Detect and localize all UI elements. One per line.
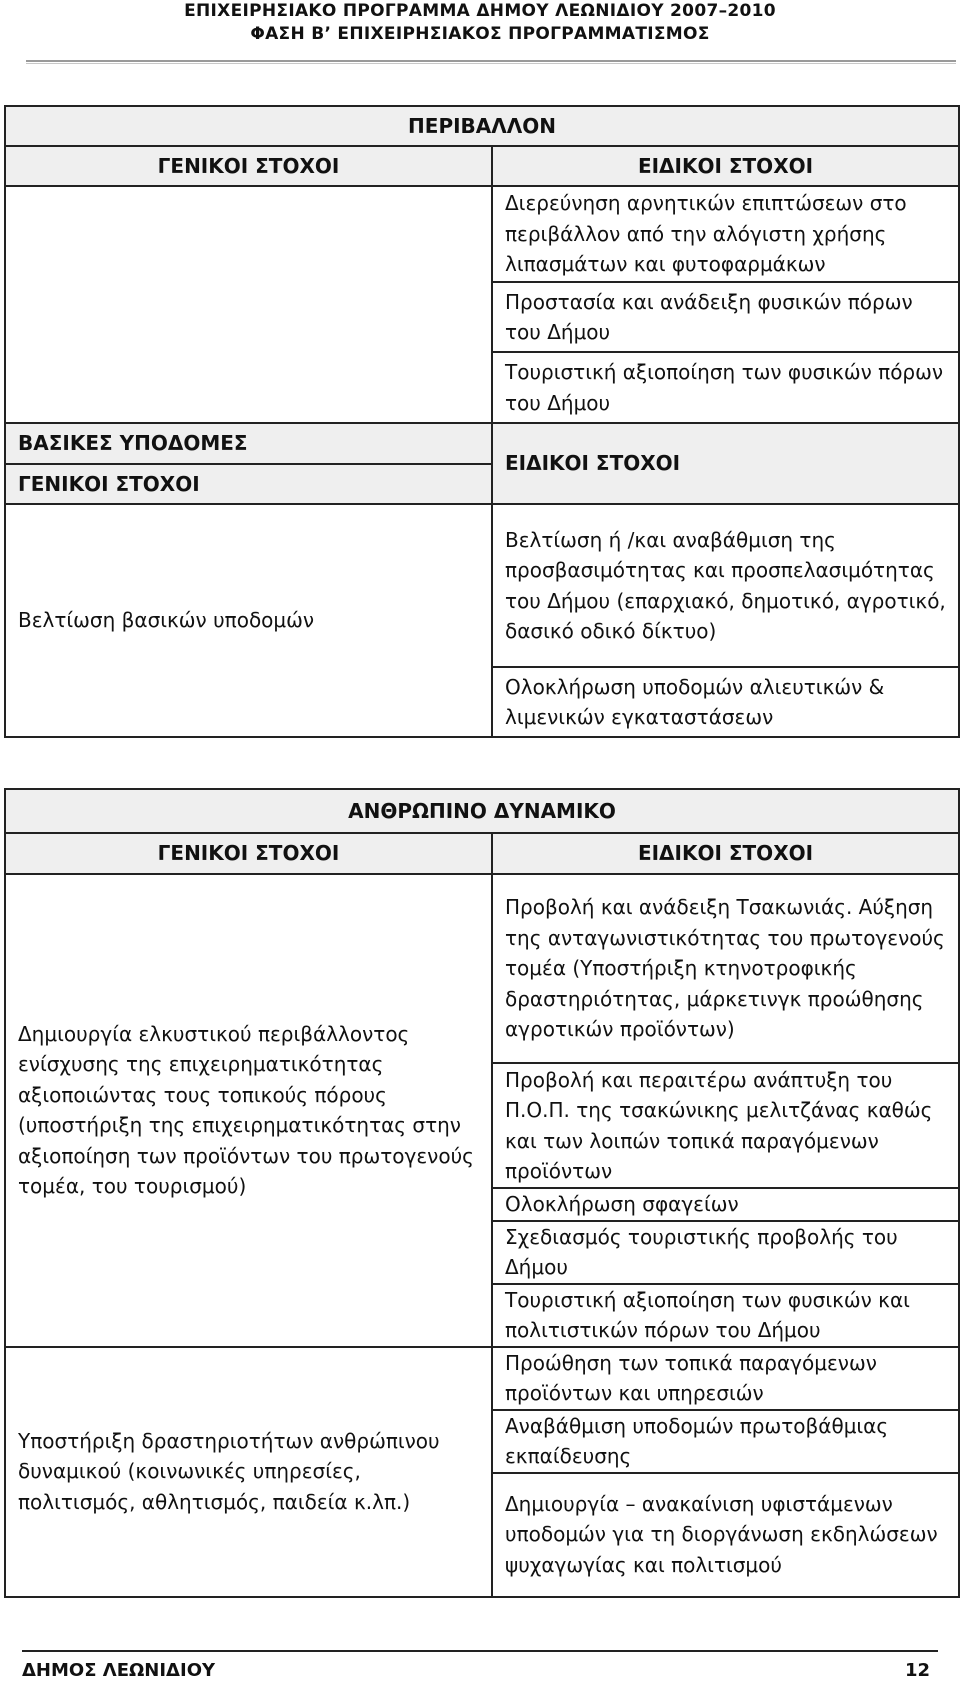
footer-municipality: ΔΗΜΟΣ ΛΕΩΝΙΔΙΟΥ — [22, 1660, 216, 1681]
specific-goals-header: ΕΙΔΙΚΟΙ ΣΤΟΧΟΙ — [492, 146, 959, 186]
table-title-human-resources: ΑΝΘΡΩΠΙΝΟ ΔΥΝΑΜΙΚΟ — [5, 789, 959, 833]
specific-goal-item: Βελτίωση ή /και αναβάθμιση της προσβασιμότητας και προσπελασιμότητας του Δήμου (επαρχιακό, δημοτικό, αγροτικό, δασικό οδικό δίκτυο) — [492, 504, 959, 667]
general-goals-header: ΓΕΝΙΚΟΙ ΣΤΟΧΟΙ — [5, 146, 492, 186]
specific-goal-item: Τουριστική αξιοποίηση των φυσικών πόρων του Δήμου — [492, 352, 959, 423]
specific-goal-item: Προστασία και ανάδειξη φυσικών πόρων του Δήμου — [492, 282, 959, 352]
specific-goal-item: Δημιουργία – ανακαίνιση υφιστάμενων υποδομών για τη διοργάνωση εκδηλώσεων ψυχαγωγίας και πολιτισμού — [492, 1473, 959, 1597]
header-rule-thin — [26, 63, 956, 64]
specific-goal-item: Τουριστική αξιοποίηση των φυσικών και πολιτιστικών πόρων του Δήμου — [492, 1284, 959, 1347]
page-number: 12 — [904, 1660, 930, 1681]
table-title-environment: ΠΕΡΙΒΑΛΛΟΝ — [5, 106, 959, 146]
human-resources-table — [4, 788, 960, 1598]
specific-goal-item: Διερεύνηση αρνητικών επιπτώσεων στο περιβάλλον από την αλόγιστη χρήσης λιπασμάτων και φυτοφαρμάκων — [492, 186, 959, 282]
specific-goals-header: ΕΙΔΙΚΟΙ ΣΤΟΧΟΙ — [492, 833, 959, 874]
general-goal-item: Υποστήριξη δραστηριοτήτων ανθρώπινου δυναμικού (κοινωνικές υπηρεσίες, πολιτισμός, αθλητισμός, παιδεία κ.λπ.) — [5, 1347, 492, 1597]
general-goals-header: ΓΕΝΙΚΟΙ ΣΤΟΧΟΙ — [5, 464, 492, 504]
specific-goal-item: Αναβάθμιση υποδομών πρωτοβάθμιας εκπαίδευσης — [492, 1410, 959, 1473]
environment-table — [4, 105, 960, 738]
specific-goals-header: ΕΙΔΙΚΟΙ ΣΤΟΧΟΙ — [492, 423, 959, 504]
page-footer — [22, 1650, 938, 1681]
general-goals-header: ΓΕΝΙΚΟΙ ΣΤΟΧΟΙ — [5, 833, 492, 874]
specific-goal-item: Σχεδιασμός τουριστικής προβολής του Δήμου — [492, 1221, 959, 1284]
general-goal-item: Βελτίωση βασικών υποδομών — [5, 504, 492, 737]
specific-goal-item: Προώθηση των τοπικά παραγόμενων προϊόντων και υπηρεσιών — [492, 1347, 959, 1410]
header-rule — [26, 60, 956, 62]
general-goal-item: Δημιουργία ελκυστικού περιβάλλοντος ενίσχυσης της επιχειρηματικότητας αξιοποιώντας τους τοπικούς πόρους (υποστήριξη της επιχειρηματικότητας στην αξιοποίηση των προϊόντων του πρωτογενούς τομέα, του τουρισμού) — [5, 874, 492, 1347]
header-line-2: ΦΑΣΗ Β’ ΕΠΙΧΕΙΡΗΣΙΑΚΟΣ ΠΡΟΓΡΑΜΜΑΤΙΣΜΟΣ — [250, 24, 710, 44]
specific-goal-item: Προβολή και ανάδειξη Τσακωνιάς. Αύξηση της ανταγωνιστικότητας του πρωτογενούς τομέα (Υποστήριξη κτηνοτροφικής δραστηριότητας, μάρκετινγκ προώθησης αγροτικών προϊόντων) — [492, 874, 959, 1063]
general-goal-empty-cell — [5, 186, 492, 423]
section-title-infrastructure: ΒΑΣΙΚΕΣ ΥΠΟΔΟΜΕΣ — [5, 423, 492, 464]
header-line-1: ΕΠΙΧΕΙΡΗΣΙΑΚΟ ΠΡΟΓΡΑΜΜΑ ΔΗΜΟΥ ΛΕΩΝΙΔΙΟΥ 2007–2010 — [184, 1, 776, 21]
specific-goal-item: Ολοκλήρωση υποδομών αλιευτικών & λιμενικών εγκαταστάσεων — [492, 667, 959, 737]
specific-goal-item: Ολοκλήρωση σφαγείων — [492, 1188, 959, 1221]
specific-goal-item: Προβολή και περαιτέρω ανάπτυξη του Π.Ο.Π. της τσακώνικης μελιτζάνας καθώς και των λοιπών τοπικά παραγόμενων προϊόντων — [492, 1063, 959, 1188]
